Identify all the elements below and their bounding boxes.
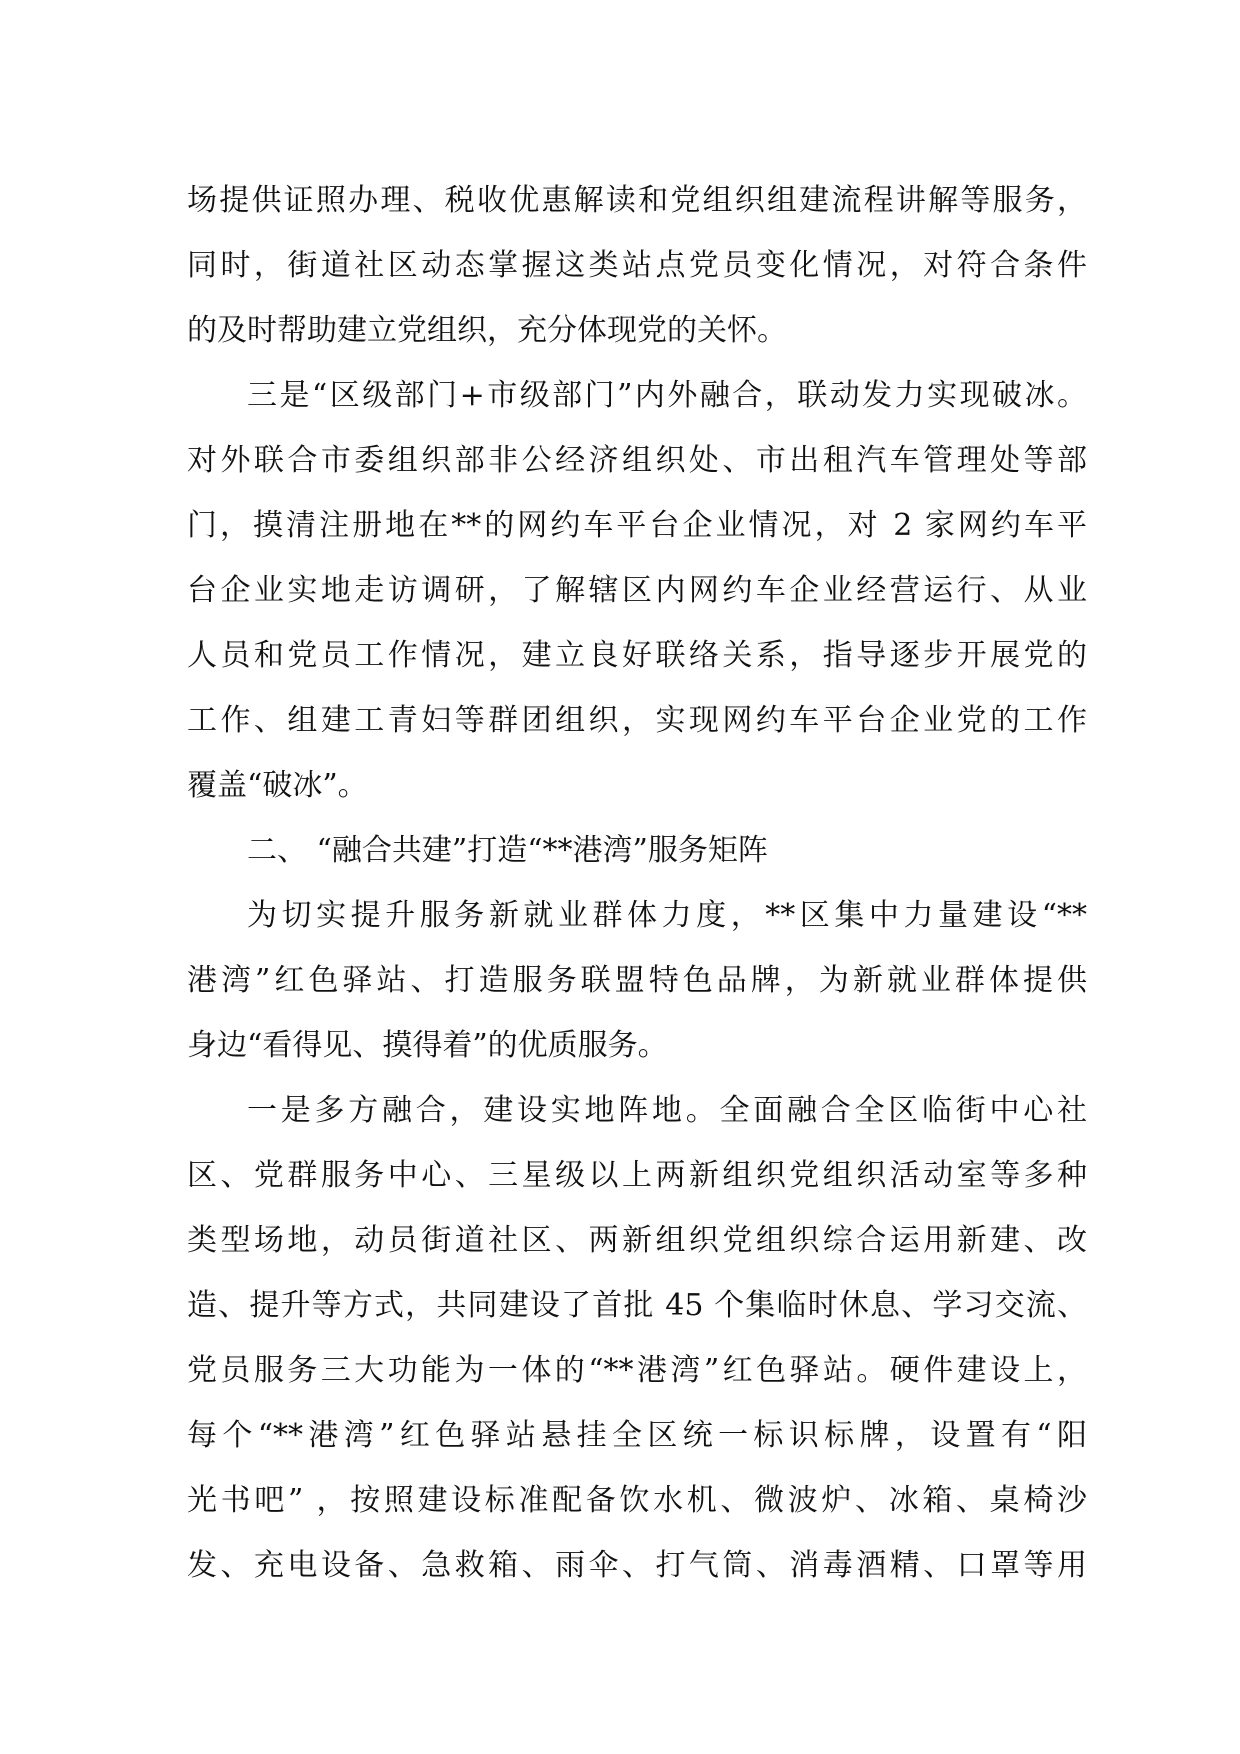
paragraph-start-line: 三是“区级部门+市级部门”内外融合，联动发力实现破冰。 — [247, 378, 1087, 413]
text-line: 台企业实地走访调研，了解辖区内网约车企业经营运行、从业 — [187, 573, 1087, 608]
text-line: 类型场地，动员街道社区、两新组织党组织综合运用新建、改 — [187, 1223, 1087, 1258]
section-heading: 二、 “融合共建”打造“**港湾”服务矩阵 — [247, 833, 768, 868]
text-line: 造、提升等方式，共同建设了首批 45 个集临时休息、学习交流、 — [187, 1288, 1087, 1323]
text-line: 场提供证照办理、税收优惠解读和党组织组建流程讲解等服务， — [187, 183, 1087, 218]
text-line: 身边“看得见、摸得着”的优质服务。 — [187, 1028, 668, 1063]
text-line: 工作、组建工青妇等群团组织，实现网约车平台企业党的工作 — [187, 703, 1087, 738]
text-line: 党员服务三大功能为一体的“**港湾”红色驿站。硬件建设上， — [187, 1353, 1087, 1388]
text-line: 区、党群服务中心、三星级以上两新组织党组织活动室等多种 — [187, 1158, 1087, 1193]
text-line: 每个“**港湾”红色驿站悬挂全区统一标识标牌，设置有“阳 — [187, 1418, 1087, 1453]
paragraph-start-line: 一是多方融合，建设实地阵地。全面融合全区临街中心社 — [247, 1093, 1087, 1128]
text-line: 同时，街道社区动态掌握这类站点党员变化情况，对符合条件 — [187, 248, 1087, 283]
text-line: 覆盖“破冰”。 — [187, 768, 368, 803]
text-line: 对外联合市委组织部非公经济组织处、市出租汽车管理处等部 — [187, 443, 1087, 478]
text-line: 发、充电设备、急救箱、雨伞、打气筒、消毒酒精、口罩等用 — [187, 1548, 1087, 1583]
text-line: 港湾”红色驿站、打造服务联盟特色品牌，为新就业群体提供 — [187, 963, 1087, 998]
text-line: 的及时帮助建立党组织，充分体现党的关怀。 — [187, 313, 787, 348]
paragraph-start-line: 为切实提升服务新就业群体力度，**区集中力量建设“** — [247, 898, 1087, 933]
text-line: 门，摸清注册地在**的网约车平台企业情况，对 2 家网约车平 — [187, 508, 1087, 543]
body-text — [187, 168, 1087, 1598]
text-line: 光书吧” ，按照建设标准配备饮水机、微波炉、冰箱、桌椅沙 — [187, 1483, 1087, 1518]
text-line: 人员和党员工作情况，建立良好联络关系，指导逐步开展党的 — [187, 638, 1087, 673]
